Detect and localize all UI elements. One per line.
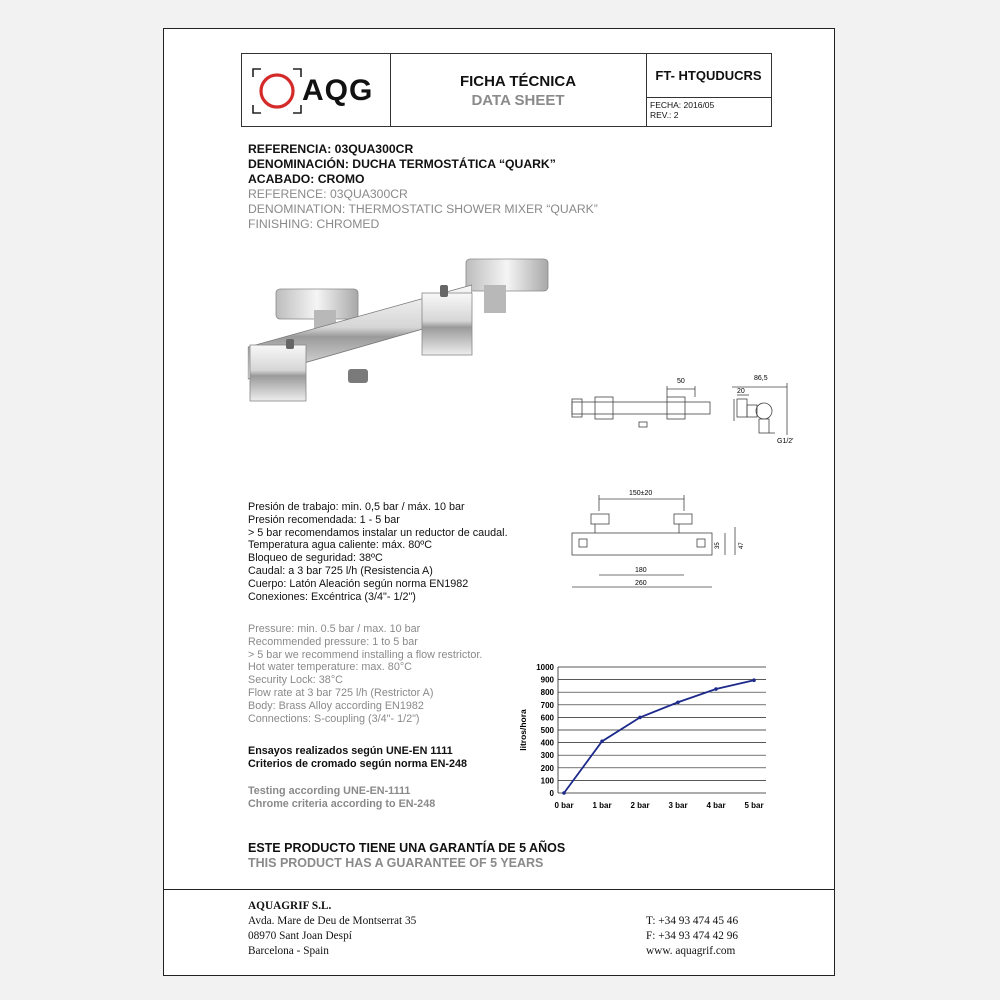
chart-x-ticks: [554, 801, 763, 810]
spec-es-3: > 5 bar recomendamos instalar un reductor de caudal.: [248, 526, 508, 539]
website-link[interactable]: www. aquagrif.com: [646, 945, 736, 957]
spec-en-5: Security Lock: 38°C: [248, 674, 343, 687]
chart-x-tick: 0 bar: [554, 801, 574, 810]
dim-86-5: 86,5: [754, 375, 768, 382]
title-en: DATA SHEET: [471, 92, 565, 109]
guarantee-es: ESTE PRODUCTO TIENE UNA GARANTÍA DE 5 AÑOS: [248, 841, 566, 855]
reference-block: [248, 142, 598, 232]
product-photo: [244, 255, 474, 405]
chart-x-tick: 4 bar: [706, 801, 726, 810]
specs-en: [248, 623, 482, 725]
spec-en-3: > 5 bar we recommend installing a flow restrictor.: [248, 648, 483, 661]
chart-y-tick: 0: [549, 789, 554, 798]
chart-point: [752, 678, 756, 682]
title-cell: [390, 54, 647, 126]
spec-es-7: Cuerpo: Latón Aleación según norma EN1982: [248, 577, 469, 590]
dim-50: 50: [677, 378, 685, 385]
chart-point: [676, 700, 680, 704]
dim-35: 35: [715, 542, 721, 549]
tests-en: [248, 785, 435, 811]
reference-es: REFERENCIA: 03QUA300CR: [248, 142, 414, 156]
address-line-2: 08970 Sant Joan Despí: [248, 930, 352, 942]
chart-grid: [558, 667, 766, 793]
guarantee-en: THIS PRODUCT HAS A GUARANTEE OF 5 YEARS: [248, 856, 544, 870]
chart-series-line: [564, 680, 754, 793]
top-view-drawing: [572, 386, 710, 427]
chart-y-tick: 100: [540, 776, 554, 786]
chart-y-tick: 1000: [536, 663, 554, 672]
chart-point: [714, 687, 718, 691]
chart-y-tick: 600: [540, 713, 554, 723]
chart-y-tick: 300: [540, 751, 554, 761]
chart-y-label: litros/hora: [518, 709, 528, 751]
dim-180: 180: [635, 567, 647, 574]
test-es-2: Criterios de cromado según norma EN-248: [248, 757, 467, 770]
tests-es: [248, 745, 467, 771]
chart-x-tick: 2 bar: [630, 801, 650, 810]
spec-es-4: Temperatura agua caliente: máx. 80ºC: [248, 539, 432, 552]
chart-points: [562, 678, 756, 794]
chart-y-tick: 400: [540, 738, 554, 748]
finish-es: ACABADO: CROMO: [248, 172, 365, 186]
spec-en-8: Connections: S-coupling (3/4"- 1/2"): [248, 712, 420, 725]
dim-47: 47: [739, 542, 745, 549]
dim-150: 150±20: [629, 490, 653, 497]
chart-y-tick: 500: [540, 726, 554, 735]
spec-es-6: Caudal: a 3 bar 725 l/h (Resistencia A): [248, 564, 433, 577]
chart-point: [600, 740, 604, 744]
chart-y-tick: 900: [540, 675, 554, 685]
test-en-1: Testing according UNE-EN-1111: [248, 785, 411, 797]
reference-en: REFERENCE: 03QUA300CR: [248, 187, 408, 201]
chart-point: [638, 716, 642, 720]
front-view-drawing: [572, 495, 735, 587]
chart-x-tick: 5 bar: [744, 801, 764, 810]
spec-en-2: Recommended pressure: 1 to 5 bar: [248, 635, 418, 648]
flow-rate-chart: [504, 657, 794, 819]
dim-20: 20: [737, 388, 745, 395]
chart-y-tick: 800: [540, 688, 554, 698]
chart-x-tick: 3 bar: [668, 801, 688, 810]
spec-en-6: Flow rate at 3 bar 725 l/h (Restrictor A): [248, 686, 434, 699]
spec-es-5: Bloqueo de seguridad: 38ºC: [248, 552, 383, 565]
fax: F: +34 93 474 42 96: [646, 930, 739, 942]
chart-point: [562, 791, 566, 795]
spec-en-7: Body: Brass Alloy according EN1982: [248, 699, 424, 712]
logo-mark: [252, 68, 302, 114]
footer-address: [248, 899, 416, 959]
spec-es-2: Presión recomendada: 1 - 5 bar: [248, 513, 400, 526]
test-en-2: Chrome criteria according to EN-248: [248, 797, 436, 810]
address-line-3: Barcelona - Spain: [248, 945, 329, 957]
spec-en-1: Pressure: min. 0.5 bar / max. 10 bar: [248, 623, 421, 635]
document-date: FECHA: 2016/05: [650, 100, 715, 110]
chart-y-tick: 700: [540, 700, 554, 710]
chart-y-tick: 200: [540, 763, 554, 773]
spec-en-4: Hot water temperature: max. 80°C: [248, 661, 412, 674]
dim-260: 260: [635, 580, 647, 587]
denomination-es: DENOMINACIÓN: DUCHA TERMOSTÁTICA “QUARK”: [248, 157, 556, 171]
logo-text: AQG: [302, 74, 374, 107]
chart-x-tick: 1 bar: [592, 801, 612, 810]
document-code: FT- HTQUDUCRS: [646, 54, 771, 98]
technical-drawings: [569, 369, 809, 587]
logo-cell: [242, 54, 391, 126]
footer-divider: [164, 889, 834, 890]
chart-y-ticks: [536, 663, 554, 798]
test-es-1: Ensayos realizados según UNE-EN 1111: [248, 745, 453, 757]
address-line-1: Avda. Mare de Deu de Montserrat 35: [248, 915, 417, 927]
guarantee-block: [248, 841, 565, 871]
finish-en: FINISHING: CHROMED: [248, 217, 380, 231]
spec-es-1: Presión de trabajo: min. 0,5 bar / máx. 10 bar: [248, 501, 465, 513]
phone: T: +34 93 474 45 46: [646, 915, 739, 927]
spec-es-8: Conexiones: Excéntrica (3/4"- 1/2"): [248, 590, 416, 603]
code-cell: [646, 54, 771, 126]
header-table: [241, 53, 772, 127]
company-name: AQUAGRIF S.L.: [248, 900, 332, 912]
footer-contact: [646, 914, 738, 959]
denomination-en: DENOMINATION: THERMOSTATIC SHOWER MIXER “QUARK”: [248, 202, 598, 216]
data-sheet-page: [163, 28, 835, 976]
dim-g-1-2: G1/2': [777, 438, 794, 445]
title-es: FICHA TÉCNICA: [459, 73, 577, 90]
specs-es: [248, 501, 508, 603]
document-revision: REV.: 2: [650, 110, 679, 120]
